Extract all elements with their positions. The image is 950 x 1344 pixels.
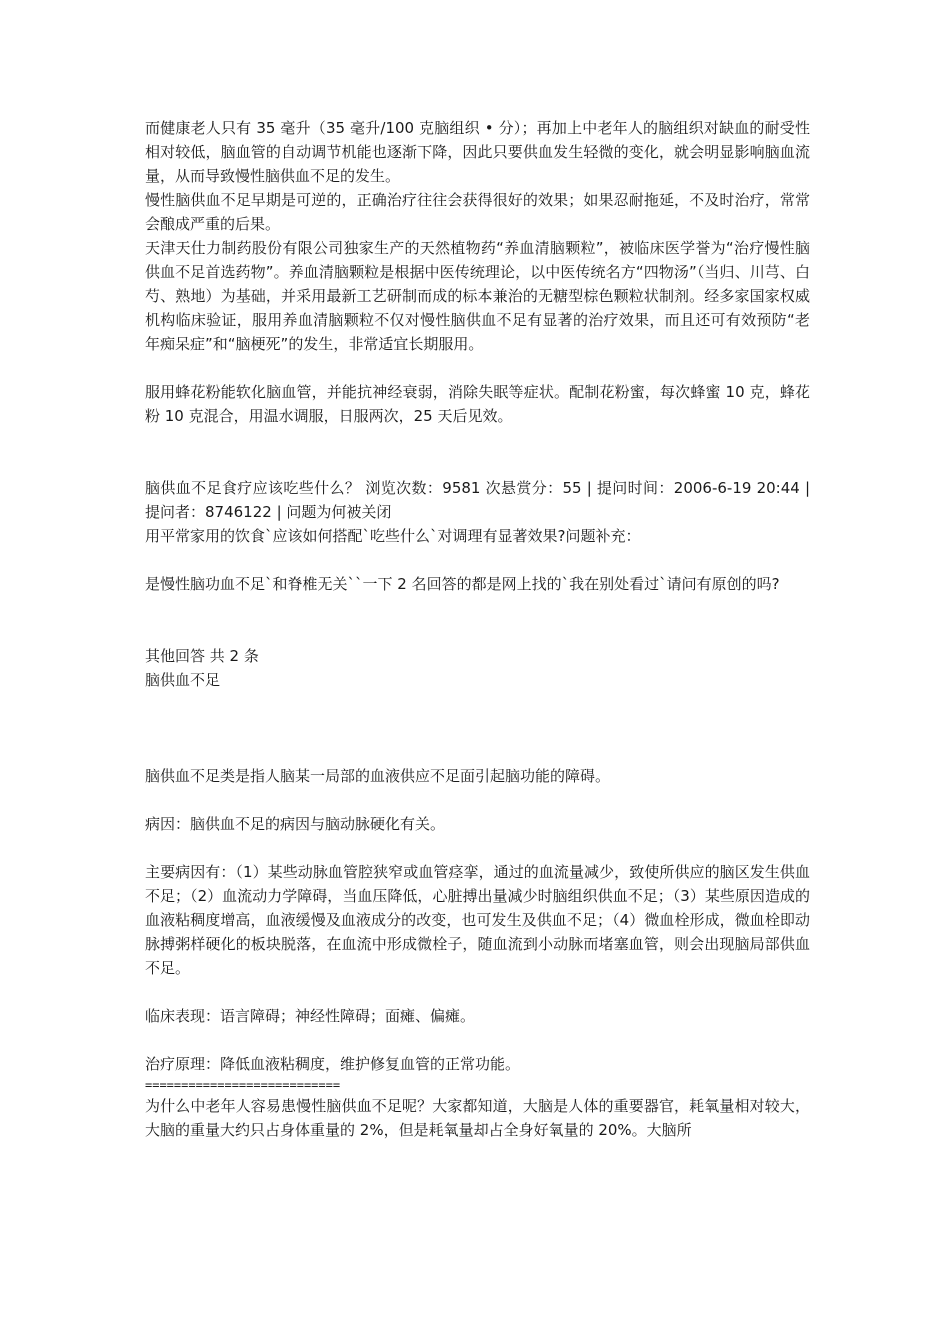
paragraph-yangxue-qingnao: 天津天仕力制药股份有限公司独家生产的天然植物药“养血清脑颗粒”，被临床医学誉为“治疗慢性脑供血不足首选药物”。养血清脑颗粒是根据中医传统理论，以中医传统名方“四物汤”（当归、川芎、白芍、熟地）为基础，并采用最新工艺研制而成的标本兼治的无糖型棕色颗粒状制剂。经多家国家权威机构临床验证，服用养血清脑颗粒不仅对慢性脑供血不足有显著的治疗效果，而且还可有效预防“老年痴呆症”和“脑梗死”的发生，非常适宜长期服用。 [145, 239, 810, 353]
blank-line [145, 548, 810, 572]
paragraph-treatment: 治疗原理：降低血液粘稠度，维护修复血管的正常功能。 [145, 1055, 521, 1073]
paragraph-healthy-elderly: 而健康老人只有 35 毫升（35 毫升/100 克脑组织 • 分）；再加上中老年人的脑组织对缺血的耐受性相对较低，脑血管的自动调节机能也逐渐下降，因此只要供血发生轻微的变化，就会明显影响脑血流量，从而导致慢性脑供血不足的发生。 [145, 119, 810, 185]
paragraph-why-elderly: 为什么中老年人容易患慢性脑供血不足呢？大家都知道，大脑是人体的重要器官，耗氧量相对较大，大脑的重量大约只占身体重量的 2%，但是耗氧量却占全身好氧量的 20%。大脑所 [145, 1097, 810, 1139]
blank-line [145, 596, 810, 644]
paragraph-definition: 脑供血不足类是指人脑某一局部的血液供应不足面引起脑功能的障碍。 [145, 767, 611, 785]
blank-line [145, 692, 810, 764]
question-body: 用平常家用的饮食`应该如何搭配`吃些什么`对调理有显著效果?问题补充： [145, 527, 641, 545]
paragraph-main-causes: 主要病因有：（1）某些动脉血管腔狭窄或血管痉挛，通过的血流量减少，致使所供应的脑区发生供血不足；（2）血流动力学障碍，当血压降低，心脏搏出量减少时脑组织供血不足；（3）某些原因造成的血液粘稠度增高，血液缓慢及血液成分的改变，也可发生及供血不足；（4）微血栓形成，微血栓即动脉搏粥样硬化的板块脱落，在血流中形成微栓子，随血流到小动脉而堵塞血管，则会出现脑局部供血不足。 [145, 863, 810, 977]
separator-line: =========================== [145, 1078, 341, 1092]
other-answers-header: 其他回答 共 2 条 [145, 647, 259, 665]
blank-line [145, 788, 810, 812]
paragraph-bee-pollen: 服用蜂花粉能软化脑血管，并能抗神经衰弱，消除失眠等症状。配制花粉蜜，每次蜂蜜 10 克，蜂花粉 10 克混合，用温水调服，日服两次，25 天后见效。 [145, 383, 810, 425]
question-supplement: 是慢性脑功血不足`和脊椎无关``一下 2 名回答的都是网上找的`我在别处看过`请问有原创的吗? [145, 575, 780, 593]
blank-line [145, 836, 810, 860]
paragraph-symptoms: 临床表现：语言障碍；神经性障碍；面瘫、偏瘫。 [145, 1007, 476, 1025]
blank-line [145, 980, 810, 1004]
paragraph-early-reversible: 慢性脑供血不足早期是可逆的，正确治疗往往会获得很好的效果；如果忍耐拖延，不及时治疗，常常会酿成严重的后果。 [145, 191, 810, 233]
blank-line [145, 1028, 810, 1052]
document-body [145, 116, 810, 1142]
blank-line [145, 428, 810, 476]
blank-line [145, 356, 810, 380]
question-header: 脑供血不足食疗应该吃些什么？ 浏览次数：9581 次悬赏分：55 | 提问时间：2006-6-19 20:44 | 提问者：8746122 | 问题为何被关闭 [145, 479, 810, 521]
answer-title: 脑供血不足 [145, 671, 221, 689]
paragraph-cause: 病因：脑供血不足的病因与脑动脉硬化有关。 [145, 815, 446, 833]
